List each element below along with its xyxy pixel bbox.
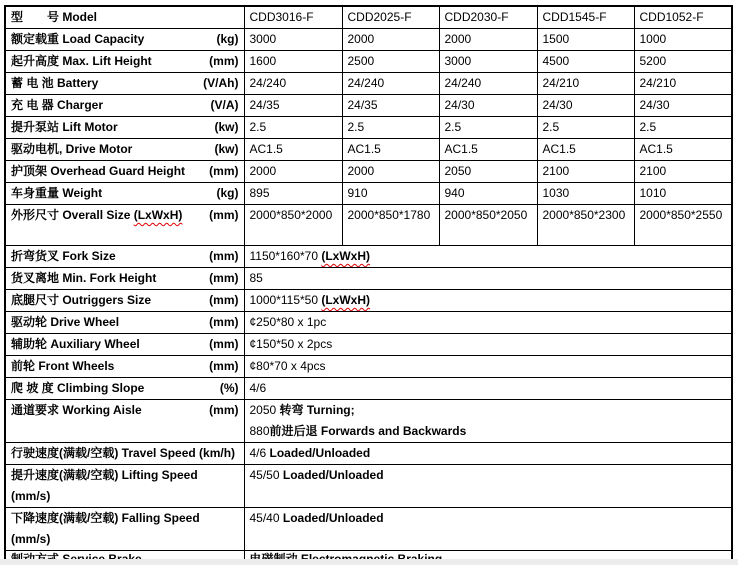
text-run: 转弯 Turning; <box>279 403 355 417</box>
fork-size-unit: (mm) <box>209 249 239 263</box>
weight-label <box>5 183 244 205</box>
row-drive-wheel <box>5 312 732 334</box>
front-wheels-unit: (mm) <box>209 359 239 373</box>
overhead-guard-height-value-col1: 2000 <box>244 161 342 183</box>
front-wheels-value <box>244 356 732 378</box>
overall-size-value-col1: 2000*850*2000 <box>244 205 342 246</box>
row-model <box>5 6 732 29</box>
row-lifting-speed <box>5 465 732 508</box>
drive-wheel-unit: (mm) <box>209 315 239 329</box>
lifting-speed-label-line <box>11 486 198 507</box>
charger-unit: (V/A) <box>210 98 239 112</box>
text-run: 护顶架 Overhead Guard Height <box>11 164 186 178</box>
drive-motor-label-line <box>11 139 132 160</box>
weight-unit: (kg) <box>216 186 239 200</box>
drive-wheel-label-line <box>11 312 119 333</box>
model-value-col3: CDD2030-F <box>439 6 537 29</box>
front-wheels-label <box>5 356 244 378</box>
load-capacity-value-col1: 3000 <box>244 29 342 51</box>
lift-motor-label-line <box>11 117 118 138</box>
climbing-slope-unit: (%) <box>219 381 239 395</box>
drive-motor-value-col2: AC1.5 <box>342 139 439 161</box>
falling-speed-label-line <box>11 529 200 550</box>
text-run: 通道要求 Working Aisle <box>11 403 142 417</box>
weight-value-col2: 910 <box>342 183 439 205</box>
overhead-guard-height-value-col3: 2050 <box>439 161 537 183</box>
drive-wheel-label <box>5 312 244 334</box>
min-fork-height-unit: (mm) <box>209 271 239 285</box>
charger-label-line <box>11 95 103 116</box>
overhead-guard-height-value-col5: 2100 <box>634 161 732 183</box>
travel-speed-label-line <box>11 443 235 464</box>
row-drive-motor <box>5 139 732 161</box>
text-run: ¢250*80 x 1pc <box>249 315 327 329</box>
lift-motor-value-col2: 2.5 <box>342 117 439 139</box>
load-capacity-label-line <box>11 29 144 50</box>
overall-size-value-col2: 2000*850*1780 <box>342 205 439 246</box>
lift-height-label-line <box>11 51 152 72</box>
text-run: 底腿尺寸 Outriggers Size <box>11 293 152 307</box>
lift-height-label <box>5 51 244 73</box>
text-run: 额定载重 Load Capacity <box>11 32 145 46</box>
lift-motor-unit: (kw) <box>214 120 239 134</box>
text-run: 1000*115*50 <box>249 293 322 307</box>
falling-speed-label <box>5 508 244 551</box>
climbing-slope-value <box>244 378 732 400</box>
auxiliary-wheel-unit: (mm) <box>209 337 239 351</box>
text-run: ¢80*70 x 4pcs <box>249 359 326 373</box>
lift-motor-value-col4: 2.5 <box>537 117 634 139</box>
outriggers-size-label-line <box>11 290 151 311</box>
falling-speed-value <box>244 508 732 551</box>
drive-wheel-value <box>244 312 732 334</box>
overall-size-label-line <box>11 205 182 226</box>
lifting-speed-value-line <box>250 465 727 486</box>
working-aisle-value-line <box>250 421 727 442</box>
auxiliary-wheel-label <box>5 334 244 356</box>
min-fork-height-label <box>5 268 244 290</box>
text-run: 驱动轮 Drive Wheel <box>11 315 120 329</box>
battery-value-col1: 24/240 <box>244 73 342 95</box>
lifting-speed-value <box>244 465 732 508</box>
lift-motor-value-col3: 2.5 <box>439 117 537 139</box>
text-run: Loaded/Unloaded <box>282 468 384 482</box>
drive-motor-value-col1: AC1.5 <box>244 139 342 161</box>
overall-size-value-col4: 2000*850*2300 <box>537 205 634 246</box>
row-front-wheels <box>5 356 732 378</box>
text-run: 880 <box>249 424 270 438</box>
model-label <box>5 6 244 29</box>
outriggers-size-unit: (mm) <box>209 293 239 307</box>
row-travel-speed <box>5 443 732 465</box>
charger-value-col2: 24/35 <box>342 95 439 117</box>
drive-motor-value-col3: AC1.5 <box>439 139 537 161</box>
lift-motor-value-col5: 2.5 <box>634 117 732 139</box>
text-run: (mm/s) <box>11 489 51 503</box>
forklift-spec-table <box>4 5 733 565</box>
drive-motor-value-col4: AC1.5 <box>537 139 634 161</box>
outriggers-size-value-line <box>250 290 727 311</box>
load-capacity-value-col4: 1500 <box>537 29 634 51</box>
battery-unit: (V/Ah) <box>203 76 239 90</box>
text-run: (LxWxH) <box>321 293 371 307</box>
travel-speed-label <box>5 443 244 465</box>
charger-value-col5: 24/30 <box>634 95 732 117</box>
weight-value-col5: 1010 <box>634 183 732 205</box>
model-value-col4: CDD1545-F <box>537 6 634 29</box>
lift-height-value-col3: 3000 <box>439 51 537 73</box>
fork-size-value <box>244 246 732 268</box>
lift-height-unit: (mm) <box>209 54 239 68</box>
fork-size-label <box>5 246 244 268</box>
battery-label-line <box>11 73 98 94</box>
drive-motor-value-col5: AC1.5 <box>634 139 732 161</box>
text-run: (mm/s) <box>11 532 51 546</box>
page-bottom-margin <box>0 559 738 565</box>
working-aisle-label <box>5 400 244 443</box>
drive-motor-label <box>5 139 244 161</box>
text-run: 85 <box>249 271 263 285</box>
model-value-col1: CDD3016-F <box>244 6 342 29</box>
auxiliary-wheel-label-line <box>11 334 140 355</box>
fork-size-label-line <box>11 246 116 267</box>
row-battery <box>5 73 732 95</box>
text-run: 辅助轮 Auxiliary Wheel <box>11 337 140 351</box>
outriggers-size-label <box>5 290 244 312</box>
charger-value-col3: 24/30 <box>439 95 537 117</box>
row-min-fork-height <box>5 268 732 290</box>
text-run: 45/40 <box>249 511 283 525</box>
overall-size-unit: (mm) <box>209 208 239 222</box>
working-aisle-label-line <box>11 400 142 421</box>
load-capacity-unit: (kg) <box>216 32 239 46</box>
row-overhead-guard-height <box>5 161 732 183</box>
row-overall-size <box>5 205 732 246</box>
text-run: 提升速度(满载/空载) Lifting Speed <box>11 468 198 482</box>
text-run: 45/50 <box>249 468 283 482</box>
text-run: 4/6 <box>249 446 270 460</box>
overall-size-label <box>5 205 244 246</box>
text-run: 货叉离地 Min. Fork Height <box>11 271 157 285</box>
battery-value-col4: 24/210 <box>537 73 634 95</box>
working-aisle-value-line <box>250 400 727 421</box>
min-fork-height-label-line <box>11 268 156 289</box>
charger-value-col4: 24/30 <box>537 95 634 117</box>
battery-label <box>5 73 244 95</box>
row-weight <box>5 183 732 205</box>
text-run: 前进后退 Forwards and Backwards <box>269 424 467 438</box>
model-value-col2: CDD2025-F <box>342 6 439 29</box>
lifting-speed-label-line <box>11 465 198 486</box>
charger-value-col1: 24/35 <box>244 95 342 117</box>
text-run: 4/6 <box>249 381 267 395</box>
model-value-col5: CDD1052-F <box>634 6 732 29</box>
overhead-guard-height-label <box>5 161 244 183</box>
load-capacity-value-col2: 2000 <box>342 29 439 51</box>
travel-speed-value <box>244 443 732 465</box>
row-working-aisle <box>5 400 732 443</box>
falling-speed-label-line <box>11 508 200 529</box>
text-run: 下降速度(满载/空载) Falling Speed <box>11 511 200 525</box>
text-run: 2050 <box>249 403 280 417</box>
working-aisle-value <box>244 400 732 443</box>
overall-size-value-col5: 2000*850*2550 <box>634 205 732 246</box>
model-label-line <box>11 7 97 28</box>
climbing-slope-value-line <box>250 378 727 399</box>
min-fork-height-value-line <box>250 268 727 289</box>
text-run: 蓄 电 池 Battery <box>11 76 99 90</box>
battery-value-col3: 24/240 <box>439 73 537 95</box>
row-lift-motor <box>5 117 732 139</box>
lift-height-value-col1: 1600 <box>244 51 342 73</box>
lift-motor-label <box>5 117 244 139</box>
overhead-guard-height-unit: (mm) <box>209 164 239 178</box>
row-outriggers-size <box>5 290 732 312</box>
lift-height-value-col2: 2500 <box>342 51 439 73</box>
text-run: Loaded/Unloaded <box>282 511 384 525</box>
falling-speed-value-line <box>250 508 727 529</box>
battery-value-col2: 24/240 <box>342 73 439 95</box>
row-load-capacity <box>5 29 732 51</box>
overhead-guard-height-value-col2: 2000 <box>342 161 439 183</box>
fork-size-value-line <box>250 246 727 267</box>
min-fork-height-value <box>244 268 732 290</box>
drive-wheel-value-line <box>250 312 727 333</box>
text-run: ¢150*50 x 2pcs <box>249 337 333 351</box>
text-run: 车身重量 Weight <box>11 186 103 200</box>
drive-motor-unit: (kw) <box>214 142 239 156</box>
overhead-guard-height-value-col4: 2100 <box>537 161 634 183</box>
weight-label-line <box>11 183 102 204</box>
text-run: 前轮 Front Wheels <box>11 359 115 373</box>
front-wheels-value-line <box>250 356 727 377</box>
text-run: (LxWxH) <box>321 249 371 263</box>
load-capacity-value-col5: 1000 <box>634 29 732 51</box>
row-lift-height <box>5 51 732 73</box>
text-run: 折弯货叉 Fork Size <box>11 249 116 263</box>
weight-value-col1: 895 <box>244 183 342 205</box>
row-fork-size <box>5 246 732 268</box>
text-run: 充 电 器 Charger <box>11 98 104 112</box>
spec-table-body <box>5 6 732 565</box>
lift-height-value-col5: 5200 <box>634 51 732 73</box>
charger-label <box>5 95 244 117</box>
row-falling-speed <box>5 508 732 551</box>
working-aisle-unit: (mm) <box>209 403 239 417</box>
lifting-speed-label <box>5 465 244 508</box>
row-climbing-slope <box>5 378 732 400</box>
text-run: 行驶速度(满载/空载) Travel Speed (km/h) <box>11 446 236 460</box>
front-wheels-label-line <box>11 356 114 377</box>
text-run: 起升高度 Max. Lift Height <box>11 54 152 68</box>
auxiliary-wheel-value-line <box>250 334 727 355</box>
climbing-slope-label <box>5 378 244 400</box>
battery-value-col5: 24/210 <box>634 73 732 95</box>
row-auxiliary-wheel <box>5 334 732 356</box>
climbing-slope-label-line <box>11 378 144 399</box>
text-run: (LxWxH) <box>133 208 183 222</box>
text-run: 型 号 Model <box>11 10 97 24</box>
weight-value-col4: 1030 <box>537 183 634 205</box>
weight-value-col3: 940 <box>439 183 537 205</box>
text-run: 爬 坡 度 Climbing Slope <box>11 381 145 395</box>
text-run: 提升泵站 Lift Motor <box>11 120 118 134</box>
overhead-guard-height-label-line <box>11 161 185 182</box>
load-capacity-value-col3: 2000 <box>439 29 537 51</box>
text-run: 1150*160*70 <box>249 249 322 263</box>
lift-height-value-col4: 4500 <box>537 51 634 73</box>
text-run: 外形尺寸 Overall Size <box>11 208 134 222</box>
text-run: Loaded/Unloaded <box>269 446 371 460</box>
outriggers-size-value <box>244 290 732 312</box>
load-capacity-label <box>5 29 244 51</box>
overall-size-value-col3: 2000*850*2050 <box>439 205 537 246</box>
text-run: 驱动电机, Drive Motor <box>11 142 133 156</box>
row-charger <box>5 95 732 117</box>
auxiliary-wheel-value <box>244 334 732 356</box>
lift-motor-value-col1: 2.5 <box>244 117 342 139</box>
travel-speed-value-line <box>250 443 727 464</box>
